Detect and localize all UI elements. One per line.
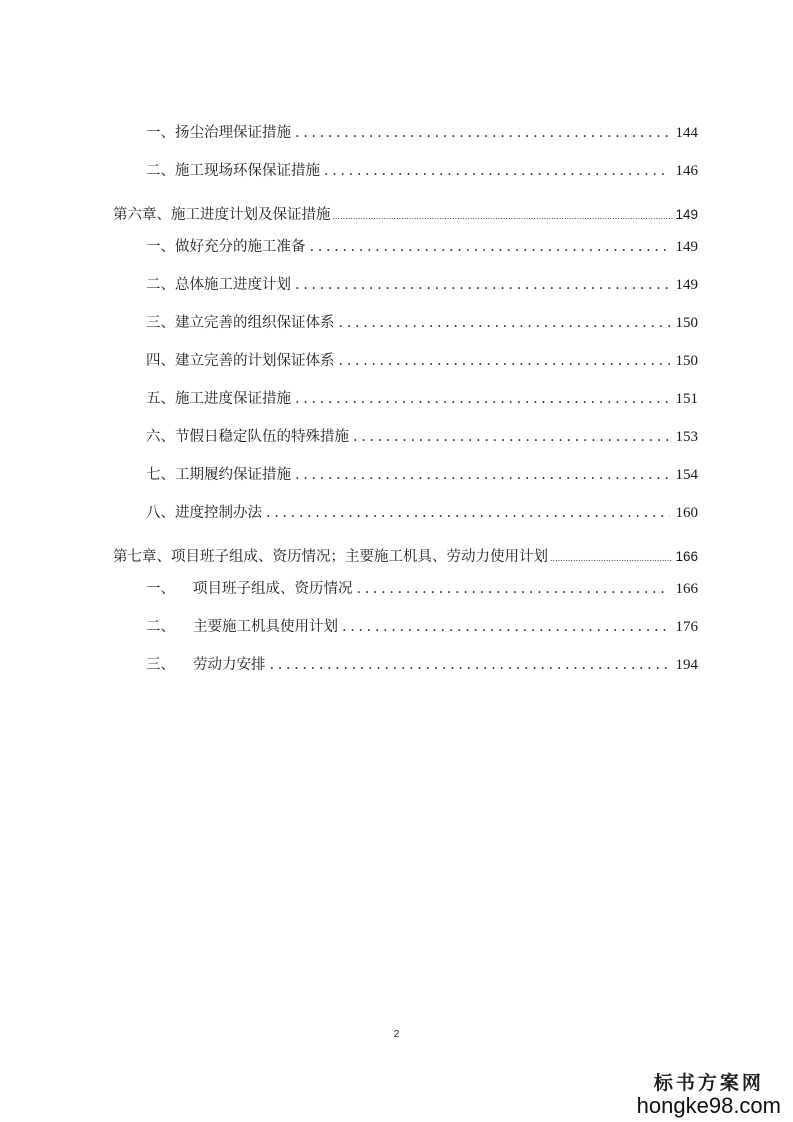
toc-leader-dots — [357, 579, 670, 599]
toc-chapter-title: 第七章、项目班子组成、资历情况；主要施工机具、劳动力使用计划 — [113, 549, 548, 565]
toc-entry[interactable] — [146, 123, 698, 143]
toc-entry-page: 146 — [675, 163, 698, 179]
toc-entry[interactable] — [146, 275, 698, 295]
toc-entry-title: 五、施工进度保证措施 — [146, 391, 291, 407]
toc-leader-dots — [266, 503, 670, 523]
toc-leader-dots — [550, 549, 673, 569]
toc-entry[interactable] — [146, 465, 698, 485]
toc-leader-dots — [270, 655, 670, 675]
toc-entry-page: 176 — [675, 619, 698, 635]
toc-entry-title: 一、扬尘治理保证措施 — [146, 125, 291, 141]
toc-entry-page: 149 — [675, 239, 698, 255]
toc-leader-dots — [310, 237, 670, 257]
toc-leader-dots — [295, 465, 670, 485]
toc-entry-title: 三、建立完善的组织保证体系 — [146, 315, 335, 331]
toc-entry[interactable] — [146, 237, 698, 257]
toc-entry-page: 160 — [675, 505, 698, 521]
toc-entry-title: 一、做好充分的施工准备 — [146, 239, 306, 255]
toc-entry[interactable] — [146, 579, 698, 599]
toc-entry-page: 154 — [675, 467, 698, 483]
toc-entry[interactable] — [146, 503, 698, 523]
toc-entry-title: 七、工期履约保证措施 — [146, 467, 291, 483]
toc-leader-dots — [333, 207, 674, 227]
toc-entry-title: 三、 劳动力安排 — [146, 657, 266, 673]
toc-entry-page: 166 — [675, 549, 698, 564]
toc-entry-title: 二、 主要施工机具使用计划 — [146, 619, 338, 635]
toc-entry-title: 四、建立完善的计划保证体系 — [146, 353, 335, 369]
toc-entry[interactable] — [146, 655, 698, 675]
toc-entry-page: 166 — [675, 581, 698, 597]
toc-entry-page: 144 — [675, 125, 698, 141]
toc-entry-title: 二、总体施工进度计划 — [146, 277, 291, 293]
toc-entry-title: 一、 项目班子组成、资历情况 — [146, 581, 353, 597]
toc-entry-page: 194 — [675, 657, 698, 673]
toc-entry-page: 149 — [675, 277, 698, 293]
toc-entry[interactable] — [146, 351, 698, 371]
toc-entry-page: 153 — [675, 429, 698, 445]
toc-entry-page: 149 — [675, 207, 698, 222]
toc-leader-dots — [339, 313, 670, 333]
watermark-url: hongke98.com — [636, 1093, 781, 1118]
toc-chapter-title: 第六章、施工进度计划及保证措施 — [113, 207, 331, 223]
toc-leader-dots — [295, 275, 670, 295]
toc-leader-dots — [295, 123, 670, 143]
toc-leader-dots — [324, 161, 670, 181]
toc-entry-title: 八、进度控制办法 — [146, 505, 262, 521]
toc-entry-title: 六、节假日稳定队伍的特殊措施 — [146, 429, 349, 445]
toc-entry[interactable] — [146, 389, 698, 409]
toc-entry-page: 150 — [675, 353, 698, 369]
toc-leader-dots — [339, 351, 670, 371]
toc-chapter-entry[interactable] — [113, 547, 698, 569]
toc-entry-title: 二、施工现场环保保证措施 — [146, 163, 320, 179]
toc-entry[interactable] — [146, 161, 698, 181]
toc-entry[interactable] — [146, 427, 698, 447]
watermark-title: 标书方案网 — [653, 1072, 764, 1094]
toc-leader-dots — [295, 389, 670, 409]
toc-entry[interactable] — [146, 617, 698, 637]
toc-entry-page: 151 — [675, 391, 698, 407]
page-number: 2 — [393, 1029, 400, 1040]
watermark — [637, 1068, 781, 1119]
toc-leader-dots — [353, 427, 670, 447]
toc-leader-dots — [342, 617, 670, 637]
toc-entry[interactable] — [146, 313, 698, 333]
toc-chapter-entry[interactable] — [113, 205, 698, 227]
toc-entry-page: 150 — [675, 315, 698, 331]
